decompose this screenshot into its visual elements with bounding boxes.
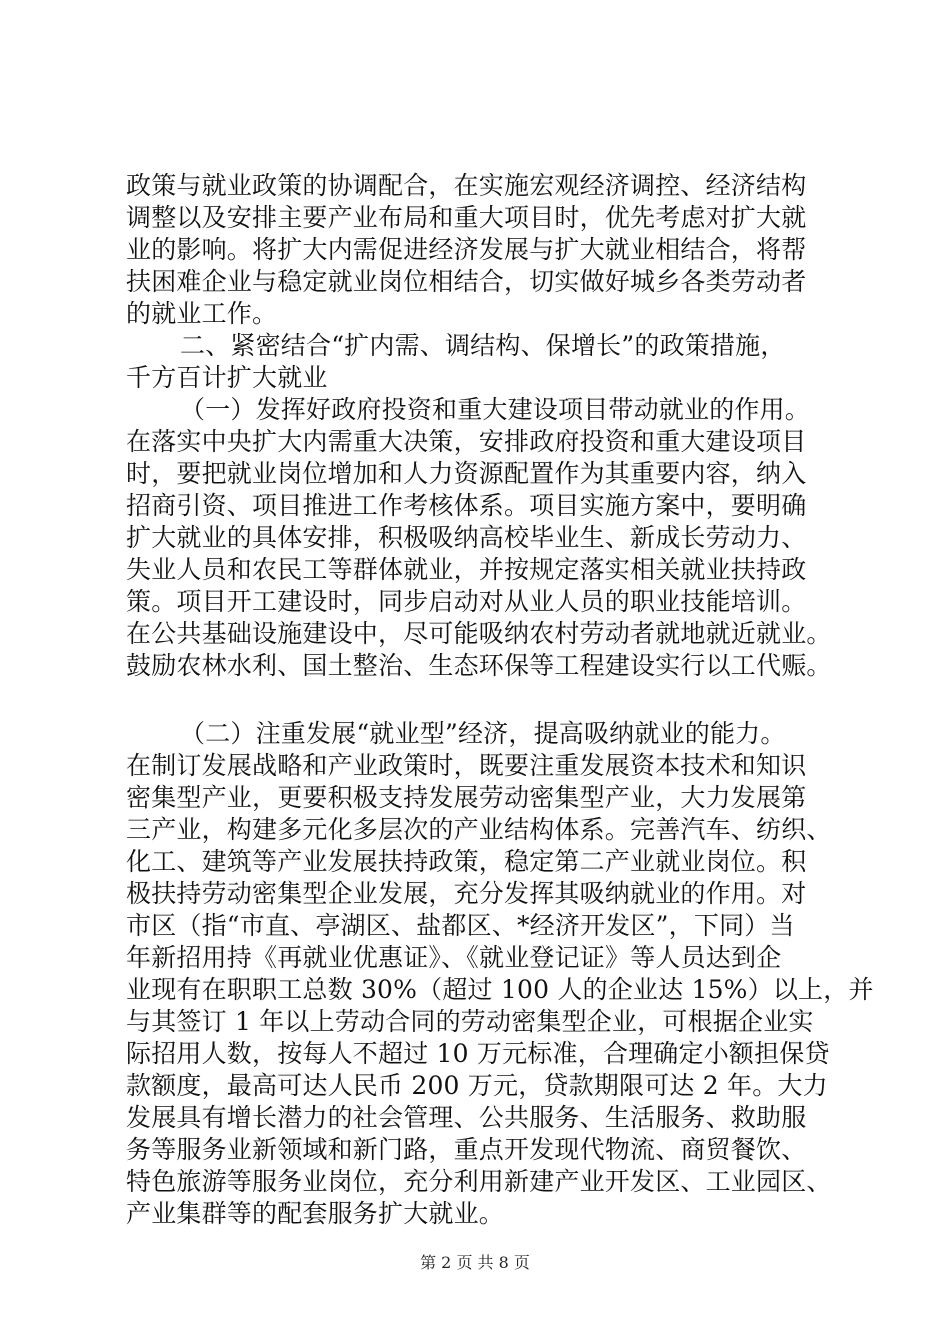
document-body	[126, 170, 874, 1230]
text-line: 密集型产业，更要积极支持发展劳动密集型产业，大力发展第	[126, 783, 807, 812]
text-line: 务等服务业新领域和新门路，重点开发现代物流、商贸餐饮、	[126, 1135, 807, 1164]
text-line: 业的影响。将扩大内需促进经济发展与扩大就业相结合，将帮	[126, 235, 807, 264]
text-line: 扩大就业的具体安排，积极吸纳高校毕业生、新成长劳动力、	[126, 523, 807, 552]
text-line: 政策与就业政策的协调配合，在实施宏观经济调控、经济结构	[126, 171, 807, 200]
text-line: 际招用人数，按每人不超过 10 万元标准，合理确定小额担保贷	[126, 1039, 830, 1068]
text-line: 失业人员和农民工等群体就业，并按规定落实相关就业扶持政	[126, 555, 807, 584]
text-line: 业现有在职职工总数 30%（超过 100 人的企业达 15%）以上，并	[126, 975, 874, 1004]
text-line: 在制订发展战略和产业政策时，既要注重发展资本技术和知识	[126, 751, 807, 780]
text-line: 在落实中央扩大内需重大决策，安排政府投资和重大建设项目	[126, 427, 807, 456]
text-line: 调整以及安排主要产业布局和重大项目时，优先考虑对扩大就	[126, 203, 807, 232]
text-line: 与其签订 1 年以上劳动合同的劳动密集型企业，可根据企业实	[126, 1007, 814, 1036]
text-line: 市区（指“市直、亭湖区、盐都区、*经济开发区”，下同）当	[126, 911, 795, 940]
text-line: 三产业，构建多元化多层次的产业结构体系。完善汽车、纺织、	[126, 815, 832, 844]
text-line: 化工、建筑等产业发展扶持政策，稳定第二产业就业岗位。积	[126, 847, 807, 876]
section-heading: 二、紧密结合“扩内需、调结构、保增长”的政策措施，	[180, 331, 786, 360]
text-line: 产业集群等的配套服务扩大就业。	[126, 1199, 505, 1228]
text-line: 鼓励农林水利、国土整治、生态环保等工程建设实行以工代赈。	[126, 651, 832, 680]
text-line: 款额度，最高可达人民币 200 万元，贷款期限可达 2 年。大力	[126, 1071, 828, 1100]
text-line: 招商引资、项目推进工作考核体系。项目实施方案中，要明确	[126, 491, 807, 520]
text-line: 策。项目开工建设时，同步启动对从业人员的职业技能培训。	[126, 587, 807, 616]
page-number-footer: 第 2 页 共 8 页	[420, 1253, 530, 1272]
subsection-heading: （一）发挥好政府投资和重大建设项目带动就业的作用。	[180, 395, 811, 424]
subsection-heading: （二）注重发展“就业型”经济，提高吸纳就业的能力。	[180, 719, 786, 748]
paragraph-gap	[126, 682, 836, 718]
text-line: 的就业工作。	[126, 299, 278, 328]
section-heading-cont: 千方百计扩大就业	[126, 363, 328, 392]
text-line: 年新招用持《再就业优惠证》、《就业登记证》等人员达到企	[126, 943, 782, 972]
text-line: 扶困难企业与稳定就业岗位相结合，切实做好城乡各类劳动者	[126, 267, 807, 296]
text-line: 极扶持劳动密集型企业发展，充分发挥其吸纳就业的作用。对	[126, 879, 807, 908]
text-line: 发展具有增长潜力的社会管理、公共服务、生活服务、救助服	[126, 1103, 807, 1132]
text-line: 特色旅游等服务业岗位，充分利用新建产业开发区、工业园区、	[126, 1167, 832, 1196]
text-line: 时，要把就业岗位增加和人力资源配置作为其重要内容，纳入	[126, 459, 807, 488]
text-line: 在公共基础设施建设中，尽可能吸纳农村劳动者就地就近就业。	[126, 619, 832, 648]
